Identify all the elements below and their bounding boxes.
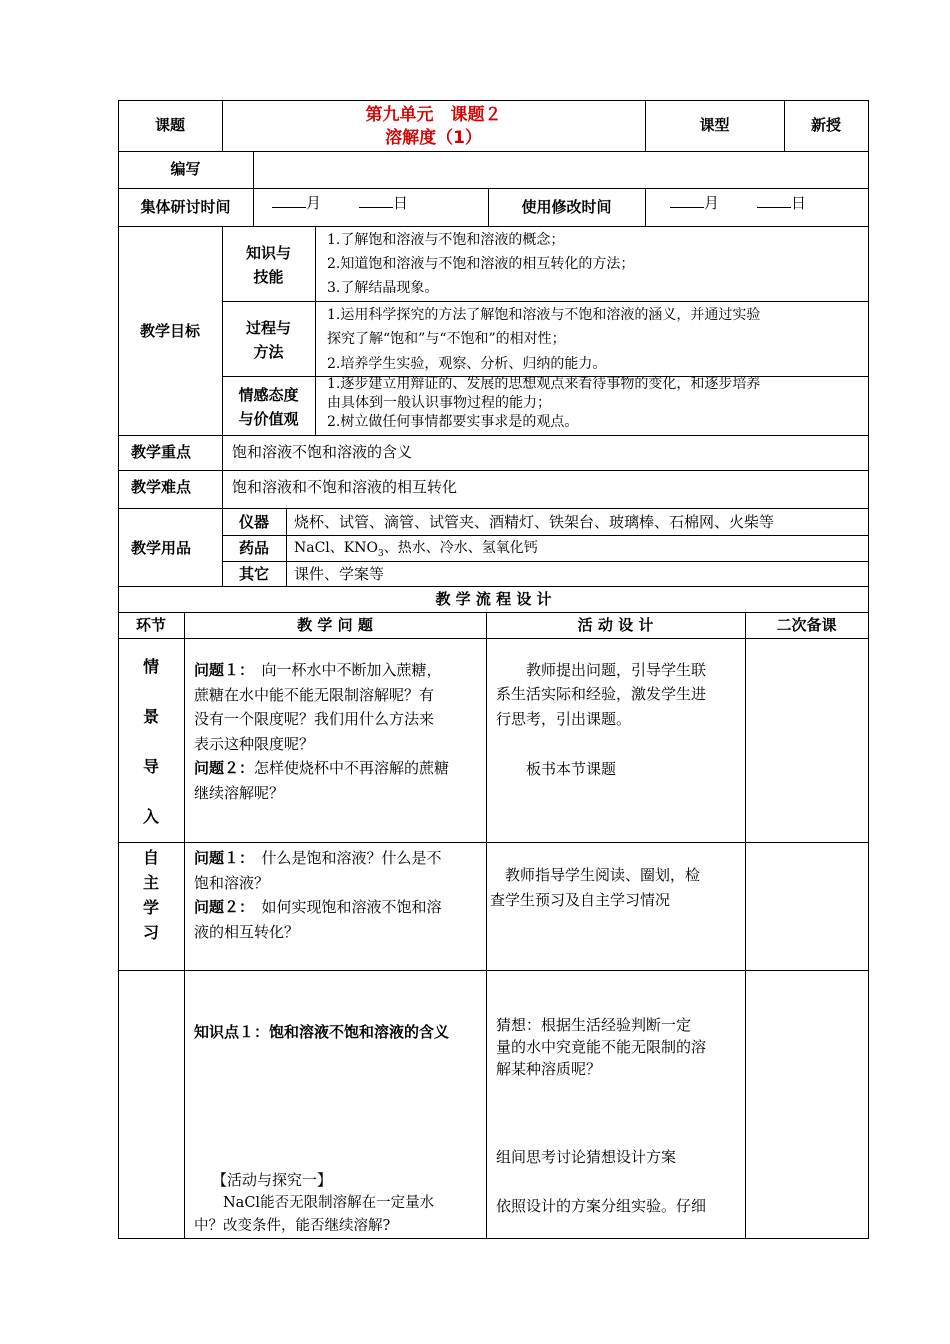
knowledge-item: 3.了解结晶现象。 — [327, 280, 439, 296]
col-header-activity: 活 动 设 计 — [577, 616, 654, 634]
question-line — [194, 658, 482, 683]
stage1-activity-line: 行思考，引出课题。 — [496, 710, 632, 728]
process-label-line2: 方法 — [253, 343, 284, 361]
process-item: 2.培养学生实验，观察、分析、归纳的能力。 — [327, 356, 607, 372]
question-line — [194, 920, 482, 945]
materials-label: 教学用品 — [130, 539, 191, 557]
question-text: 向一杯水中不断加入蔗糖， — [246, 661, 442, 679]
flow-title: 教 学 流 程 设 计 — [435, 590, 552, 608]
question-text: 继续溶解呢？ — [194, 783, 285, 802]
question-number: 问题１： — [194, 849, 247, 867]
month-blank — [272, 193, 306, 208]
stage1-char: 入 — [142, 807, 159, 826]
others-label: 其它 — [238, 565, 269, 583]
knowledge-item: 1.了解饱和溶液与不饱和溶液的概念； — [327, 232, 565, 248]
chemicals-value — [294, 537, 538, 565]
emotion-label-line1: 情感态度 — [238, 386, 299, 404]
stage1-char: 情 — [142, 657, 159, 676]
emotion-item: 2.树立做任何事情都要实事求是的观点。 — [327, 414, 579, 430]
guess-line: 量的水中究竟能不能无限制的溶 — [496, 1038, 707, 1056]
stage1-activity-line: 教师提出问题，引导学生联 — [496, 661, 707, 679]
lesson-title-line1: 第九单元 课题２ — [365, 105, 502, 125]
question-line — [194, 871, 482, 896]
chemicals-subscript: 3 — [377, 548, 384, 559]
difficulty-value: 饱和溶液和不饱和溶液的相互转化 — [232, 478, 458, 496]
question-number: 问题２： — [194, 759, 255, 777]
difficulty-label: 教学难点 — [130, 478, 191, 496]
use-day-unit: 日 — [791, 194, 807, 212]
use-time-field — [670, 192, 806, 214]
day-blank — [359, 193, 393, 208]
stage2-activity-line: 教师指导学生阅读、圈划，检 — [490, 866, 701, 884]
emotion-label-line2: 与价值观 — [238, 410, 299, 428]
group-month-unit: 月 — [306, 194, 322, 212]
knowledge-label-line2: 技能 — [253, 268, 284, 286]
explore-line: NaCl能否无限制溶解在一定量水 — [194, 1195, 435, 1211]
experiment-line: 依照设计的方案分组实验。仔细 — [496, 1197, 707, 1215]
lesson-title-line2: 溶解度（1） — [385, 128, 482, 148]
key-point-label: 教学重点 — [130, 443, 191, 461]
stage1-char: 景 — [142, 707, 159, 726]
emotion-item: 1.逐步建立用辩证的、发展的思想观点来看待事物的变化，和逐步培养 — [327, 376, 761, 392]
goals-label: 教学目标 — [139, 322, 200, 340]
stage2-questions — [194, 846, 482, 944]
topic-label: 课题 — [154, 116, 185, 134]
col-header-notes: 二次备课 — [776, 616, 837, 634]
discuss-line: 组间思考讨论猜想设计方案 — [496, 1148, 677, 1166]
month-blank — [670, 193, 704, 208]
stage1-questions — [194, 658, 482, 805]
col-header-question: 教 学 问 题 — [297, 616, 373, 634]
question-number: 问题２： — [194, 898, 247, 916]
instruments-label: 仪器 — [238, 513, 269, 531]
emotion-item: 由具体到一般认识事物过程的能力； — [327, 395, 551, 411]
question-text: 什么是饱和溶液？什么是不 — [246, 849, 442, 867]
question-text: 怎样使烧杯中不再溶解的蔗糖 — [254, 759, 450, 777]
question-line — [194, 683, 482, 708]
col-header-stage: 环节 — [135, 616, 166, 634]
stage1-activity-line: 系生活实际和经验，激发学生进 — [496, 685, 707, 703]
question-line — [194, 732, 482, 757]
key-point-value: 饱和溶液不饱和溶液的含义 — [232, 443, 413, 461]
question-line — [194, 707, 482, 732]
guess-line: 解某种溶质呢？ — [496, 1060, 602, 1078]
stage1-activity-line: 板书本节课题 — [496, 760, 617, 778]
stage2-char: 主 — [142, 873, 159, 892]
explore-line: 中？改变条件，能否继续溶解? — [194, 1218, 391, 1234]
question-line — [194, 756, 482, 781]
question-text: 表示这种限度呢？ — [194, 734, 315, 753]
author-label: 编写 — [170, 160, 201, 178]
guess-line: 猜想：根据生活经验判断一定 — [496, 1016, 692, 1034]
stage2-activity-line: 查学生预习及自主学习情况 — [490, 891, 671, 909]
chemicals-text-b: 、热水、冷水、氢氧化钙 — [383, 540, 538, 556]
question-line — [194, 895, 482, 920]
stage2-char: 自 — [142, 848, 159, 867]
group-time-field — [272, 192, 408, 214]
process-item: 探究了解“饱和”与“不饱和”的相对性； — [327, 331, 566, 347]
day-blank — [757, 193, 791, 208]
question-number: 问题１： — [194, 661, 247, 679]
question-line — [194, 846, 482, 871]
stage2-char: 习 — [142, 923, 159, 942]
group-day-unit: 日 — [393, 194, 409, 212]
stage1-char: 导 — [142, 757, 159, 776]
chemicals-label: 药品 — [238, 539, 269, 557]
knowledge-label-line1: 知识与 — [245, 244, 291, 262]
instruments-value: 烧杯、试管、滴管、试管夹、酒精灯、铁架台、玻璃棒、石棉网、火柴等 — [294, 513, 775, 531]
question-line — [194, 781, 482, 806]
knowledge-point-title: 知识点１：饱和溶液不饱和溶液的含义 — [194, 1023, 450, 1041]
group-time-label: 集体研讨时间 — [140, 198, 231, 216]
process-label-line1: 过程与 — [245, 319, 291, 337]
question-text: 液的相互转化？ — [194, 922, 300, 941]
question-text: 如何实现饱和溶液不饱和溶 — [246, 898, 442, 916]
lesson-type-label: 课型 — [699, 116, 730, 134]
question-text: 没有一个限度呢？我们用什么方法来 — [194, 710, 435, 728]
process-item: 1.运用科学探究的方法了解饱和溶液与不饱和溶液的涵义，并通过实验 — [327, 307, 761, 323]
stage2-char: 学 — [142, 898, 159, 917]
lesson-type-value: 新授 — [810, 116, 841, 134]
question-text: 蔗糖在水中能不能无限制溶解呢？有 — [194, 685, 435, 704]
use-month-unit: 月 — [704, 194, 720, 212]
explore-title: 【活动与探究一】 — [212, 1171, 333, 1189]
knowledge-item: 2.知道饱和溶液与不饱和溶液的相互转化的方法； — [327, 256, 635, 272]
others-value: 课件、学案等 — [294, 565, 385, 583]
chemicals-text-a: NaCl、KNO — [294, 540, 378, 556]
question-text: 饱和溶液？ — [194, 873, 270, 892]
use-time-label: 使用修改时间 — [521, 198, 612, 216]
